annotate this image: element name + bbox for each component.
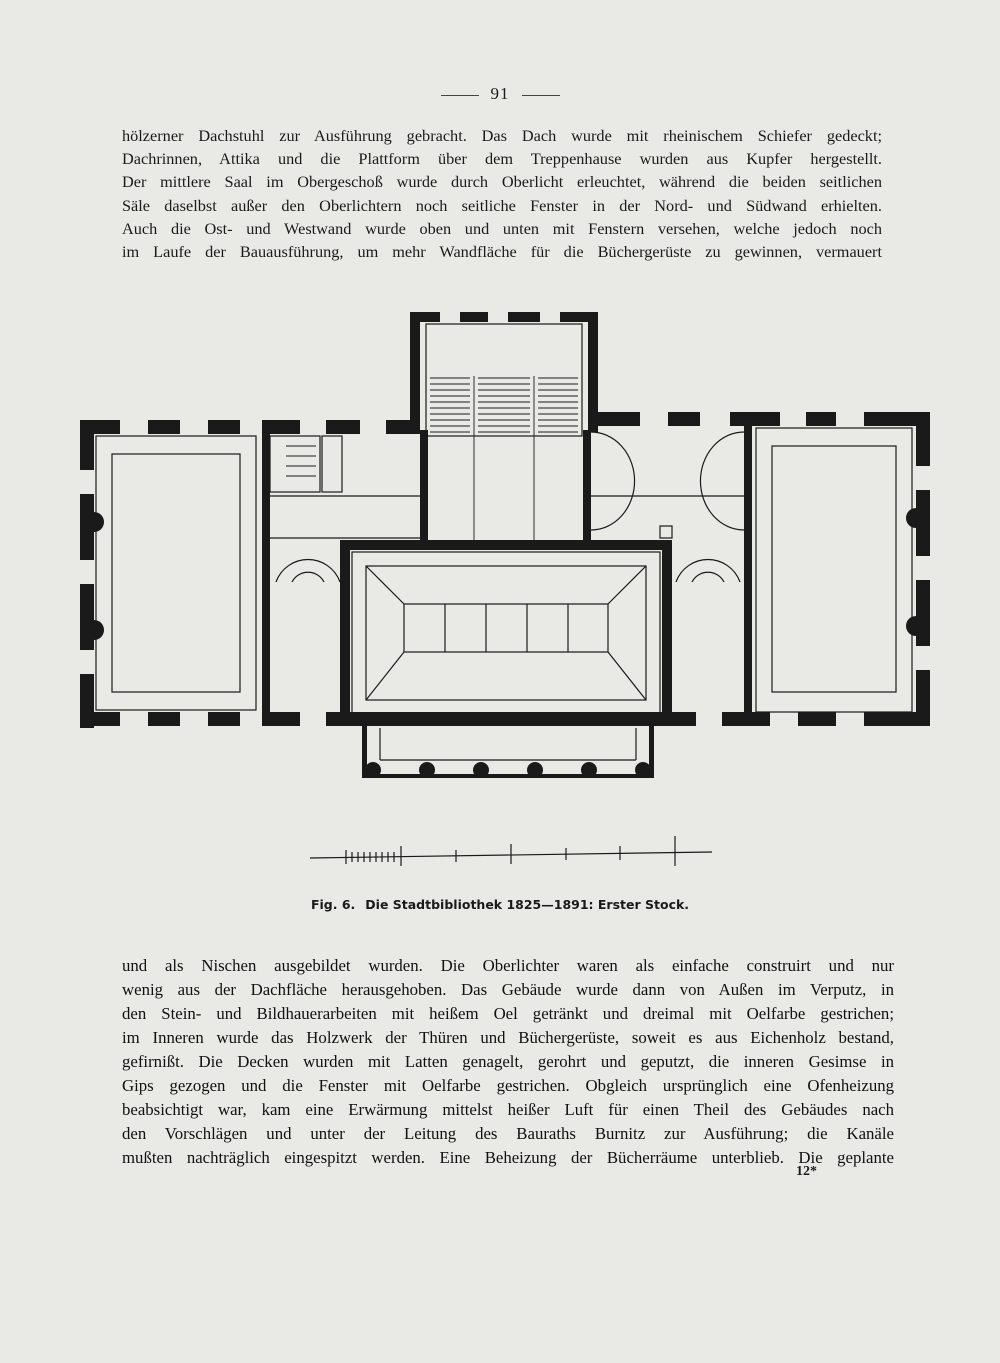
text-line: hölzerner Dachstuhl zur Ausführung gebracht. Das Dach wurde mit rheinischem Schiefer gedeckt; <box>122 126 882 145</box>
page-number-rule-left <box>441 95 479 96</box>
text-line: den Stein- und Bildhauerarbeiten mit heißem Oel getränkt und dreimal mit Oelfarbe gestrichen; <box>122 1004 894 1023</box>
page-number: 91 <box>0 84 1000 104</box>
scale-bar <box>0 825 1000 875</box>
text-line: den Vorschlägen und unter der Leitung des Bauraths Burnitz zur Ausführung; die Kanäle <box>122 1124 894 1143</box>
floor-plan-drawing <box>0 300 1000 790</box>
text-line: im Laufe der Bauausführung, um mehr Wandfläche für die Büchergerüste zu gewinnen, vermauert <box>122 242 882 262</box>
figure-number: Fig. 6. <box>310 897 356 912</box>
text-line: Auch die Ost- und Westwand wurde oben und unten mit Fenstern versehen, welche jedoch noch <box>122 218 882 238</box>
bottom-paragraph <box>122 954 894 1170</box>
figure-caption <box>0 897 1000 912</box>
text-line: mußten nachträglich eingespitzt werden. Eine Beheizung der Bücherräume unterblieb. Die geplante <box>122 1148 894 1167</box>
text-line: gefirnißt. Die Decken wurden mit Latten genagelt, gerohrt und geputzt, die inneren Gesimse in <box>122 1052 894 1071</box>
text-line: beabsichtigt war, kam eine Erwärmung mittelst heißer Luft für einen Theil des Gebäudes nach <box>122 1100 894 1119</box>
signature-mark: 12* <box>796 1164 817 1179</box>
text-line: und als Nischen ausgebildet wurden. Die Oberlichter waren als einfache construirt und nur <box>122 956 894 975</box>
text-line: im Inneren wurde das Holzwerk der Thüren und Büchergerüste, soweit es aus Eichenholz bestand, <box>122 1028 894 1047</box>
page-number-rule-right <box>522 95 560 96</box>
text-line: Dachrinnen, Attika und die Plattform über dem Treppenhause wurden aus Kupfer hergestellt. <box>122 149 882 169</box>
figure-title: Die Stadtbibliothek 1825—1891: Erster Stock. <box>365 897 690 912</box>
text-line: Der mittlere Saal im Obergeschoß wurde durch Oberlicht erleuchtet, während die beiden seitlichen <box>122 172 882 192</box>
top-paragraph <box>122 124 882 263</box>
text-line: Gips gezogen und die Fenster mit Oelfarbe gestrichen. Obgleich ursprünglich eine Ofenheizung <box>122 1076 894 1095</box>
text-line: Säle daselbst außer den Oberlichtern noch seitliche Fenster in der Nord- und Südwand erhielten. <box>122 195 882 215</box>
text-line: wenig aus der Dachfläche herausgehoben. Das Gebäude wurde dann von Außen im Verputz, in <box>122 980 894 999</box>
